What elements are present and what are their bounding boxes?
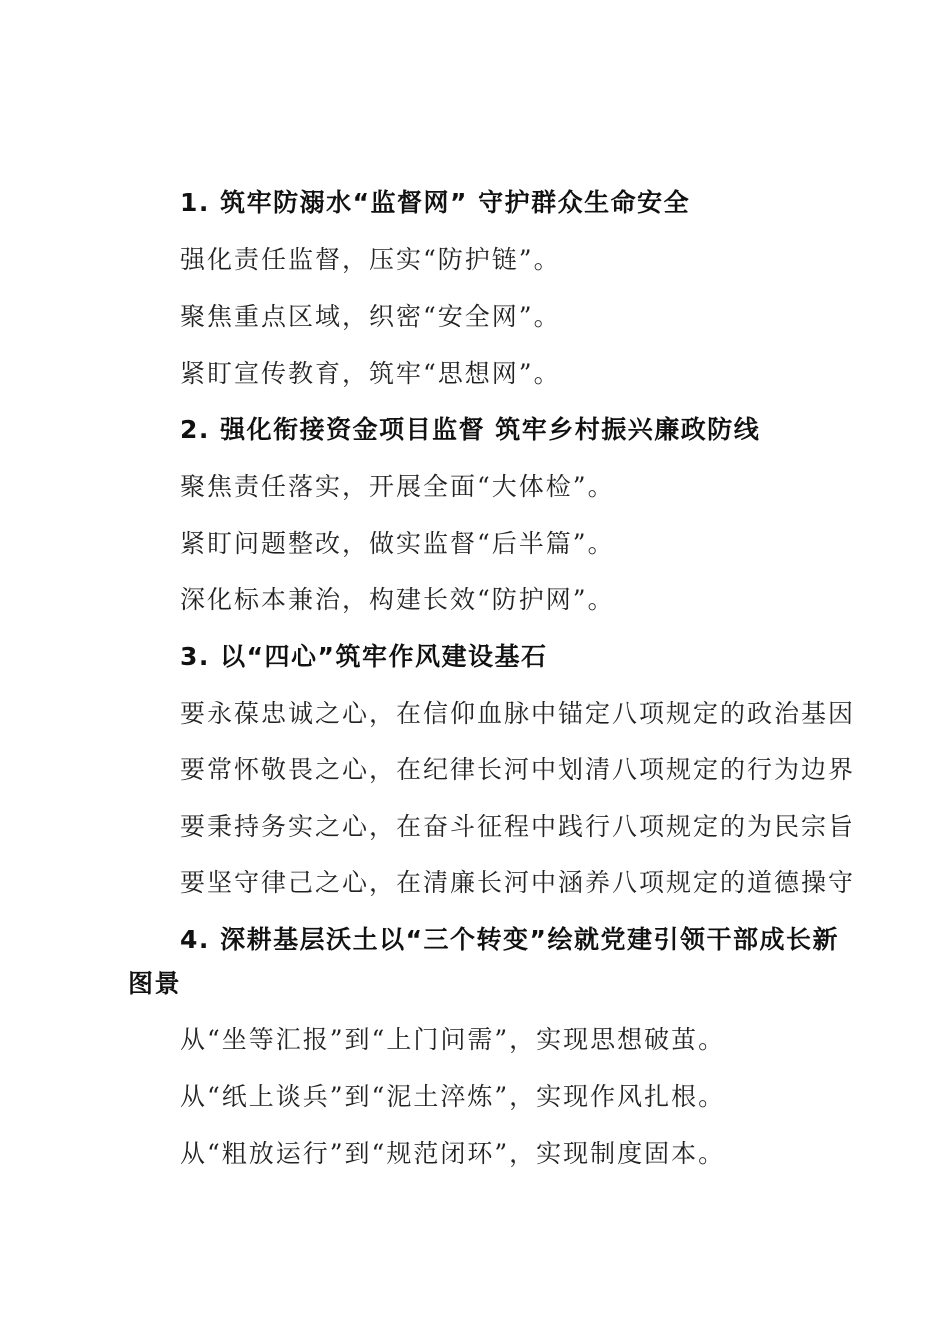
section-4-item-1: 从“坐等汇报”到“上门问需”，实现思想破茧。: [180, 1025, 726, 1054]
section-3-item-3: 要秉持务实之心，在奋斗征程中践行八项规定的为民宗旨: [180, 812, 856, 841]
section-2-item-3: 深化标本兼治，构建长效“防护网”。: [180, 585, 615, 614]
section-3-heading: 3. 以“四心”筑牢作风建设基石: [180, 642, 548, 671]
section-4-item-3: 从“粗放运行”到“规范闭环”，实现制度固本。: [180, 1139, 726, 1168]
section-1-item-2: 聚焦重点区域，织密“安全网”。: [180, 302, 561, 331]
section-3-item-4: 要坚守律己之心，在清廉长河中涵养八项规定的道德操守: [180, 868, 856, 897]
section-3-item-1: 要永葆忠诚之心，在信仰血脉中锚定八项规定的政治基因: [180, 699, 856, 728]
section-1-item-1: 强化责任监督，压实“防护链”。: [180, 245, 561, 274]
section-3-item-2: 要常怀敬畏之心，在纪律长河中划清八项规定的行为边界: [180, 755, 856, 784]
section-2-heading: 2. 强化衔接资金项目监督 筑牢乡村振兴廉政防线: [180, 415, 761, 444]
section-4-heading-line-2: 图景: [128, 969, 182, 998]
section-2-item-2: 紧盯问题整改，做实监督“后半篇”。: [180, 529, 615, 558]
section-4-item-2: 从“纸上谈兵”到“泥土淬炼”，实现作风扎根。: [180, 1082, 726, 1111]
section-1-heading: 1. 筑牢防溺水“监督网” 守护群众生命安全: [180, 188, 691, 217]
section-4-heading-line-1: 4. 深耕基层沃土以“三个转变”绘就党建引领干部成长新: [180, 925, 839, 954]
section-1-item-3: 紧盯宣传教育，筑牢“思想网”。: [180, 359, 561, 388]
section-2-item-1: 聚焦责任落实，开展全面“大体检”。: [180, 472, 615, 501]
